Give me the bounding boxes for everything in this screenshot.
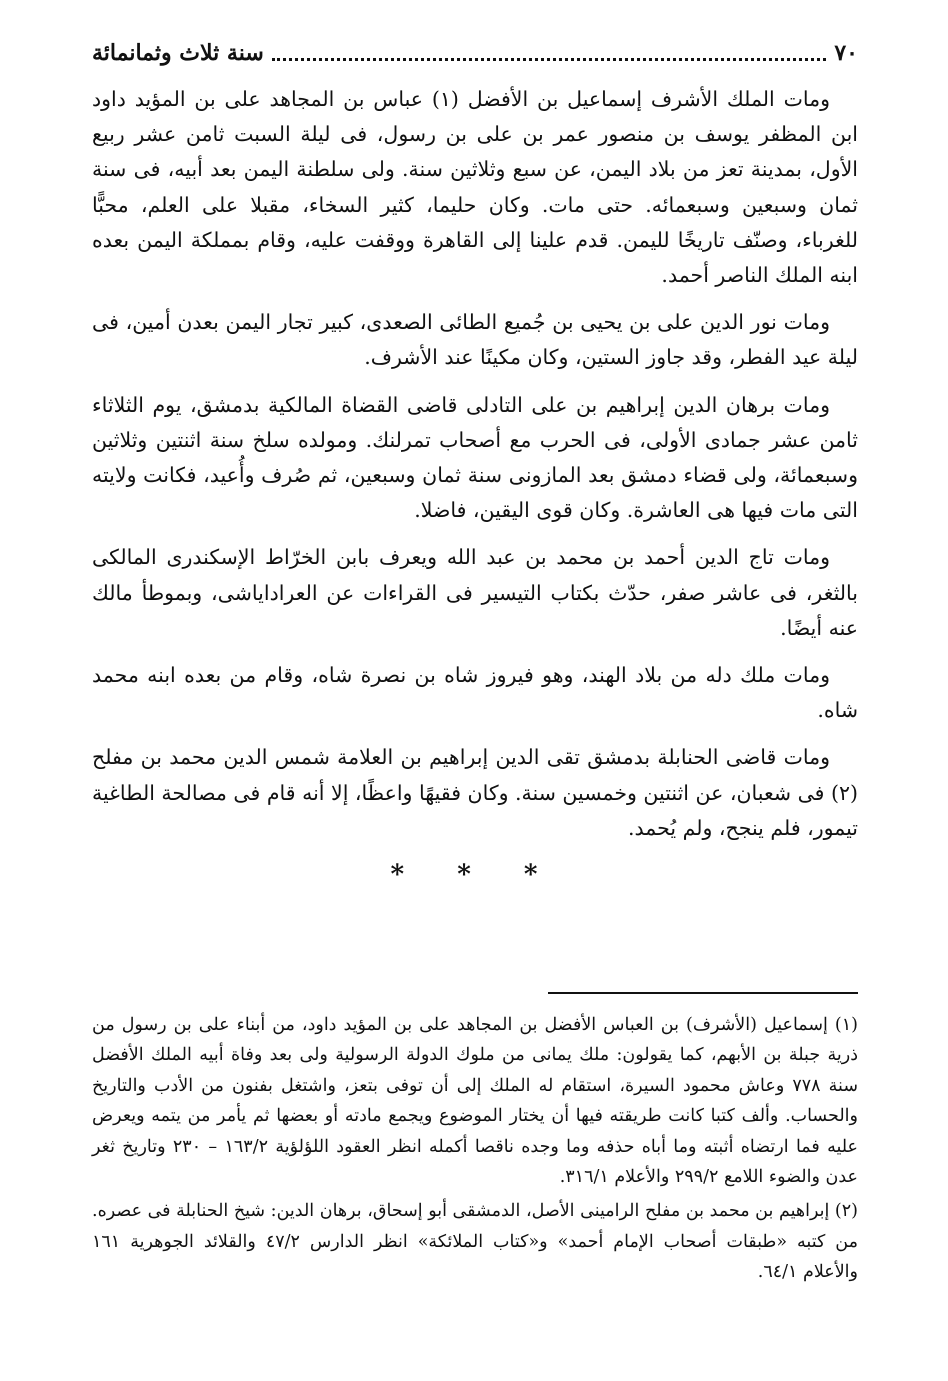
- paragraph-nur-al-din: ومات نور الدين على بن يحيى بن جُميع الطائى الصعدى، كبير تجار اليمن بعدن أمين، فى ليلة عيد الفطر، وقد جاوز الستين، وكان مكينًا عند الأشرف.: [92, 310, 858, 370]
- page-number: ٧٠: [834, 40, 858, 66]
- paragraph-king-of-delhi: ومات ملك دله من بلاد الهند، وهو فيروز شاه بن نصرة شاه، وقام من بعده ابنه محمد شاه.: [92, 663, 858, 723]
- footnote-1: (١) إسماعيل (الأشرف) بن العباس الأفضل بن المجاهد على بن المؤيد داود، من أبناء على بن رسول من ذرية جبلة بن الأبهم، كما يقولون: ملك يمانى من ملوك الدولة الرسولية ولى بعد وفاة أبيه الملك الأفضل سنة ٧٧٨ وعاش محمود السيرة، استقام له الملك إلى أن توفى بتعز، واشتغل بفنون من الأدب والتاريخ والحساب. وألف كتبا كانت طريقته فيها أن يختار الموضوع ويجمع مادته أو بعضها ثم يأمر من يتمه ويعرض عليه فما ارتضاه أثبته وما أباه حذفه وما وجده ناقصا أكمله انظر العقود اللؤلؤية ١٦٣/٢ – ٢٣٠ وتاريخ ثغر عدن والضوء اللامع ٢٩٩/٢ والأعلام ٣١٦/١.: [92, 1015, 858, 1188]
- running-title: سنة ثلاث وثمانمائة: [92, 40, 264, 66]
- footnote-2: (٢) إبراهيم بن محمد بن مفلح الرامينى الأصل، الدمشقى أبو إسحاق، برهان الدين: شيخ الحنابلة فى عصره. من كتبه «طبقات أصحاب الإمام أحمد» و«كتاب الملائكة» انظر الدارس ٤٧/٢ والقلائد الجوهرية ١٦١ والأعلام ٦٤/١.: [92, 1201, 858, 1283]
- main-text: [92, 82, 858, 893]
- page-header: [92, 36, 858, 70]
- paragraph-burhan-al-din: ومات برهان الدين إبراهيم بن على التادلى قاضى القضاة المالكية بدمشق، يوم الثلاثاء ثامن عشر جمادى الأولى، فى الحرب مع أصحاب تمرلنك. ومولده سلخ سنة اثنتين وثلاثين وسبعمائة، ولى قضاء دمشق بعد المازونى سنة ثمان وسبعين، ثم صُرف وأُعيد، فكانت ولايته التى مات فيها هى العاشرة. وكان قوى اليقين، فاضلا.: [92, 392, 858, 523]
- paragraph-taj-al-din: ومات تاج الدين أحمد بن محمد بن عبد الله ويعرف بابن الخرّاط الإسكندرى المالكى بالثغر، فى عاشر صفر، حدّث بكتاب التيسير فى القراءات عن العراداياشى، وبموطأ مالك عنه أيضًا.: [92, 545, 858, 640]
- header-dotted-leader: [272, 46, 827, 61]
- paragraph-hanbali-judge: ومات قاضى الحنابلة بدمشق تقى الدين إبراهيم بن العلامة شمس الدين محمد بن مفلح (٢) فى شعبان، عن اثنتين وخمسين سنة. وكان فقيهًا واعظًا، إلا أنه قام فى مصالحة الطاغية تيمور، فلم ينجح، ولم يُحمد.: [92, 745, 858, 840]
- section-separator: * * *: [390, 860, 560, 891]
- paragraph-ashraf-ismail: ومات الملك الأشرف إسماعيل بن الأفضل (١) عباس بن المجاهد على بن المؤيد داود ابن المظفر يوسف بن منصور عمر بن على بن رسول، فى ليلة السبت ثامن عشر ربيع الأول، بمدينة تعز من بلاد اليمن، عن سبع وثلاثين سنة. ولى سلطنة اليمن بعد أبيه، فى سنة ثمان وسبعين وسبعمائه. حتى مات. وكان حليما، كثير السخاء، مقبلا على العلم، محبًّا للغرباء، وصنّف تاريخًا لليمن. قدم علينا إلى القاهرة ووقفت عليه، وقام بمملكة اليمن بعده ابنه الملك الناصر أحمد.: [92, 87, 858, 288]
- footnotes: [92, 1010, 858, 1292]
- footnote-rule: [548, 992, 858, 994]
